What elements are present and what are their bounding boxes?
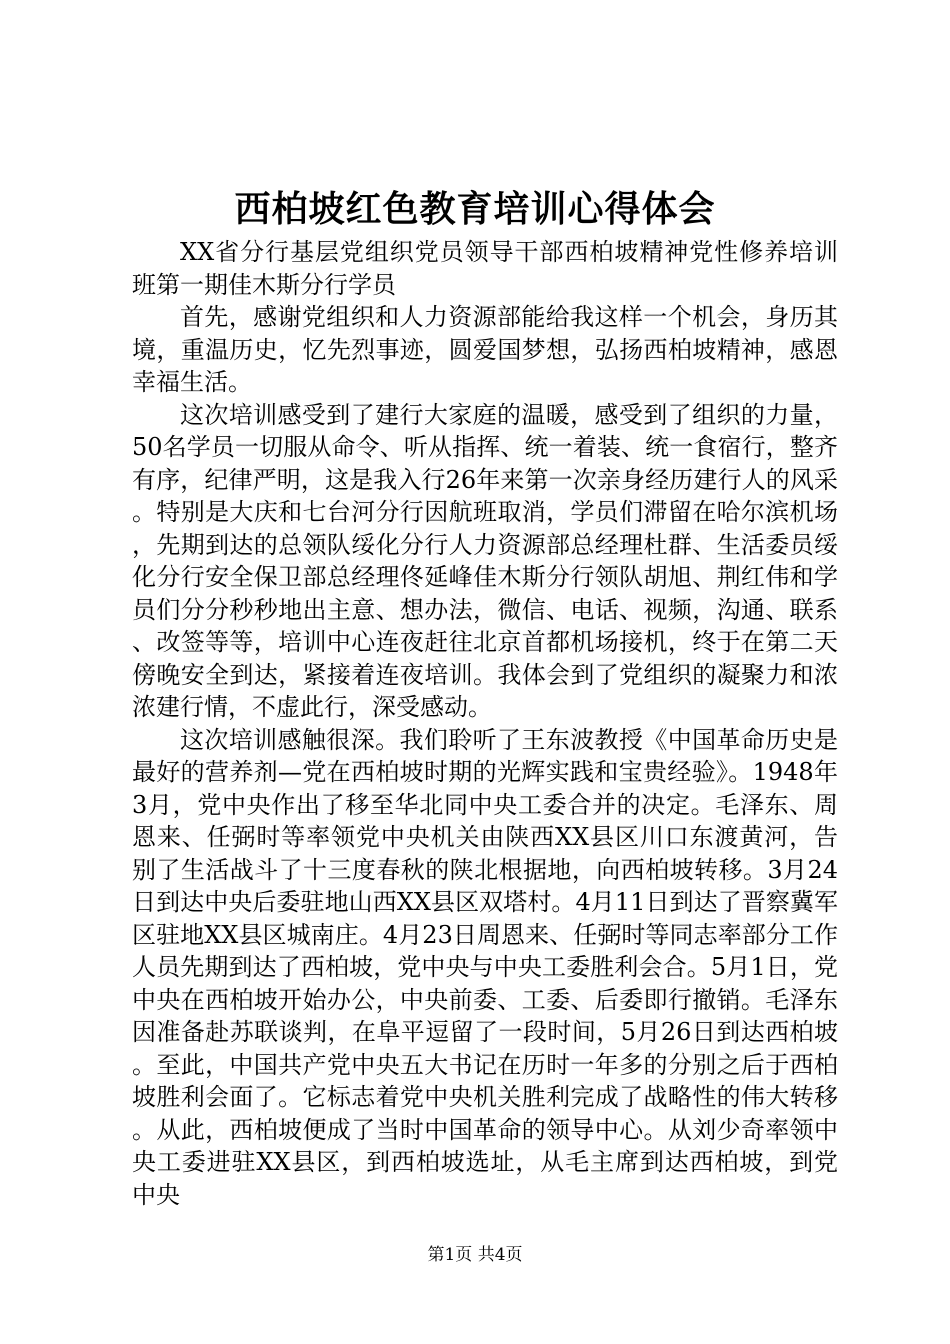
page-number-footer: 第1页 共4页	[427, 1245, 523, 1265]
paragraph-subtitle: XX省分行基层党组织党员领导干部西柏坡精神党性修养培训班第一期佳木斯分行学员	[132, 238, 838, 299]
document-title: 西柏坡红色教育培训心得体会	[234, 188, 716, 230]
document-body	[132, 236, 838, 1211]
paragraph-2: 这次培训感受到了建行大家庭的温暖，感受到了组织的力量，50名学员一切服从命令、听从指挥、统一着装、统一食宿行，整齐有序，纪律严明，这是我入行26年来第一次亲身经历建行人的风采。特别是大庆和七台河分行因航班取消，学员们滞留在哈尔滨机场，先期到达的总领队绥化分行人力资源部总经理杜群、生活委员绥化分行安全保卫部总经理佟延峰佳木斯分行领队胡旭、荆红伟和学员们分分秒秒地出主意、想办法，微信、电话、视频，沟通、联系、改签等等，培训中心连夜赶往北京首都机场接机，终于在第二天傍晚安全到达，紧接着连夜培训。我体会到了党组织的凝聚力和浓浓建行情，不虚此行，深受感动。	[132, 400, 838, 721]
paragraph-3: 这次培训感触很深。我们聆听了王东波教授《中国革命历史是最好的营养剂—党在西柏坡时期的光辉实践和宝贵经验》。1948年3月，党中央作出了移至华北同中央工委合并的决定。毛泽东、周恩来、任弼时等率领党中央机关由陕西XX县区川口东渡黄河，告别了生活战斗了十三度春秋的陕北根据地，向西柏坡转移。3月24日到达中央后委驻地山西XX县区双塔村。4月11日到达了晋察冀军区驻地XX县区城南庄。4月23日周恩来、任弼时等同志率部分工作人员先期到达了西柏坡，党中央与中央工委胜利会合。5月1日，党中央在西柏坡开始办公，中央前委、工委、后委即行撤销。毛泽东因准备赴苏联谈判，在阜平逗留了一段时间，5月26日到达西柏坡。至此，中国共产党中央五大书记在历时一年多的分别之后于西柏坡胜利会面了。它标志着党中央机关胜利完成了战略性的伟大转移。从此，西柏坡便成了当时中国革命的领导中心。从刘少奇率领中央工委进驻XX县区，到西柏坡选址，从毛主席到达西柏坡，到党中央	[132, 725, 838, 1209]
paragraph-1: 首先，感谢党组织和人力资源部能给我这样一个机会，身历其境，重温历史，忆先烈事迹，圆爱国梦想，弘扬西柏坡精神，感恩幸福生活。	[132, 303, 838, 396]
